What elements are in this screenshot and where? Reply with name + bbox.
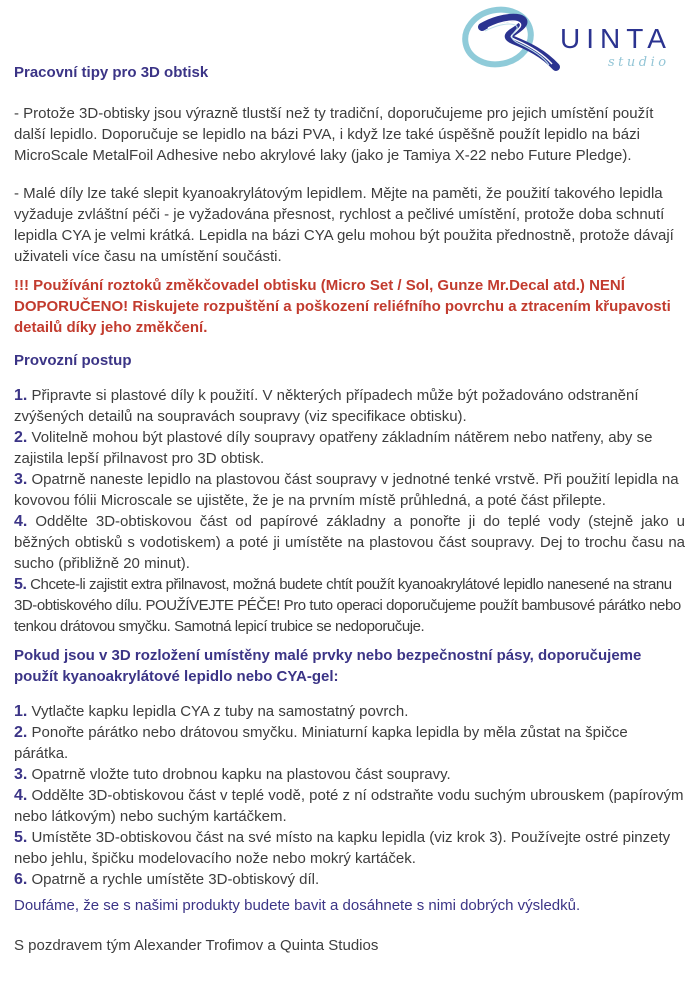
step-text: Volitelně mohou být plastové díly soupravy opatřeny základním nátěrem nebo natřeny, aby se zajistila lepší přilnavost pro 3D obtisk. — [14, 429, 653, 467]
step-text: Chcete-li zajistit extra přilnavost, možná budete chtít použít kyanoakrylátové lepidlo nanesené na stranu 3D-obtiskového dílu. POUŽÍVEJTE PÉČE! Pro tuto operaci doporučujeme použít bambusové párátko nebo tenkou drátovou smyčku. Samotná lepicí trubice se nedoporučuje. — [14, 576, 681, 635]
step-text: Ponořte párátko nebo drátovou smyčku. Miniaturní kapka lepidla by měla zůstat na špičce párátka. — [14, 724, 628, 762]
logo-q-icon — [460, 4, 556, 71]
step-item — [14, 574, 685, 637]
step-number: 2. — [14, 429, 28, 446]
step-text: Připravte si plastové díly k použití. V některých případech může být požadováno odstranění zvýšených detailů na soupravách soupravy (viz specifikace obtisku). — [14, 387, 639, 425]
warning-text: !!! Používání roztoků změkčovadel obtisku (Micro Set / Sol, Gunze Mr.Decal atd.) NENÍ DOPORUČENO! Riskujete rozpuštění a poškození reliéfního povrchu a ztracením křupavosti detailů díky jeho změkčení. — [14, 277, 671, 336]
step-item — [14, 427, 685, 469]
step-text: Opatrně a rychle umístěte 3D-obtiskový díl. — [31, 871, 320, 888]
cya-note: Pokud jsou v 3D rozložení umístěny malé prvky nebo bezpečnostní pásy, doporučujeme použít kyanoakrylátové lepidlo nebo CYA-gel: — [14, 647, 642, 685]
step-number: 5. — [14, 829, 28, 846]
step-number: 1. — [14, 703, 28, 720]
step-item — [14, 385, 685, 427]
step-number: 3. — [14, 766, 28, 783]
step-item — [14, 722, 685, 764]
step-item — [14, 785, 685, 827]
step-text: Oddělte 3D-obtiskovou část od papírové základny a ponořte ji do teplé vody (stejně jako u běžných obtisků s vodotiskem) a poté ji umístěte na plastovou část soupravy. Dej to trochu času na sucho (přibližně 20 minut). — [14, 513, 685, 572]
section-title: Provozní postup — [14, 352, 132, 369]
step-number: 4. — [14, 787, 28, 804]
step-text: Umístěte 3D-obtiskovou část na své místo na kapku lepidla (viz krok 3). Používejte ostré pinzety nebo jehlu, špičku modelovacího nože nebo mokrý kartáček. — [14, 829, 671, 867]
logo-subtitle: studio — [608, 55, 670, 70]
logo-graphic — [458, 2, 698, 74]
step-number: 6. — [14, 871, 28, 888]
steps-list-2 — [14, 701, 685, 890]
signature-text: S pozdravem tým Alexander Trofimov a Quinta Studios — [14, 937, 379, 954]
steps-list-1 — [14, 385, 685, 637]
page-title: Pracovní tipy pro 3D obtisk — [14, 64, 209, 81]
step-item — [14, 701, 685, 722]
step-number: 2. — [14, 724, 28, 741]
intro-paragraph-1: - Protože 3D-obtisky jsou výrazně tlustší než ty tradiční, doporučujeme pro jejich umístění použít další lepidlo. Doporučuje se lepidlo na bázi PVA, i když lze také úspěšně použít lepidlo na bázi MicroScale MetalFoil Adhesive nebo akrylové laky (jako je Tamiya X-22 nebo Future Pledge). — [14, 105, 654, 164]
step-number: 3. — [14, 471, 28, 488]
step-text: Opatrně naneste lepidlo na plastovou část soupravy v jednotné tenké vrstvě. Při použití lepidla na kovovou fólii Microscale se ujistěte, že je na prvním místě průhledná, a poté část přilepte. — [14, 471, 679, 509]
step-item — [14, 764, 685, 785]
step-text: Vytlačte kapku lepidla CYA z tuby na samostatný povrch. — [31, 703, 409, 720]
step-number: 4. — [14, 513, 28, 530]
step-number: 1. — [14, 387, 28, 404]
closing-text: Doufáme, že se s našimi produkty budete bavit a dosáhnete s nimi dobrých výsledků. — [14, 897, 581, 914]
step-item — [14, 869, 685, 890]
step-text: Oddělte 3D-obtiskovou část v teplé vodě, poté z ní odstraňte vodu suchým ubrouskem (papírovým nebo látkovým) nebo suchým kartáčkem. — [14, 787, 684, 825]
step-item — [14, 827, 685, 869]
step-item — [14, 469, 685, 511]
intro-paragraph-2: - Malé díly lze také slepit kyanoakrylátovým lepidlem. Mějte na paměti, že použití takového lepidla vyžaduje zvláštní péči - je vyžadována přesnost, rychlost a pečlivé umístění, protože doba schnutí lepidla CYA je velmi krátká. Lepidla na bázi CYA gelu mohou být použita přednostně, protože dávají uživateli více času na umístění součásti. — [14, 185, 674, 265]
step-text: Opatrně vložte tuto drobnou kapku na plastovou část soupravy. — [31, 766, 451, 783]
step-item — [14, 511, 685, 574]
step-number: 5. — [14, 576, 27, 593]
logo-wordmark: UINTA — [560, 23, 672, 54]
quinta-logo — [458, 2, 698, 74]
